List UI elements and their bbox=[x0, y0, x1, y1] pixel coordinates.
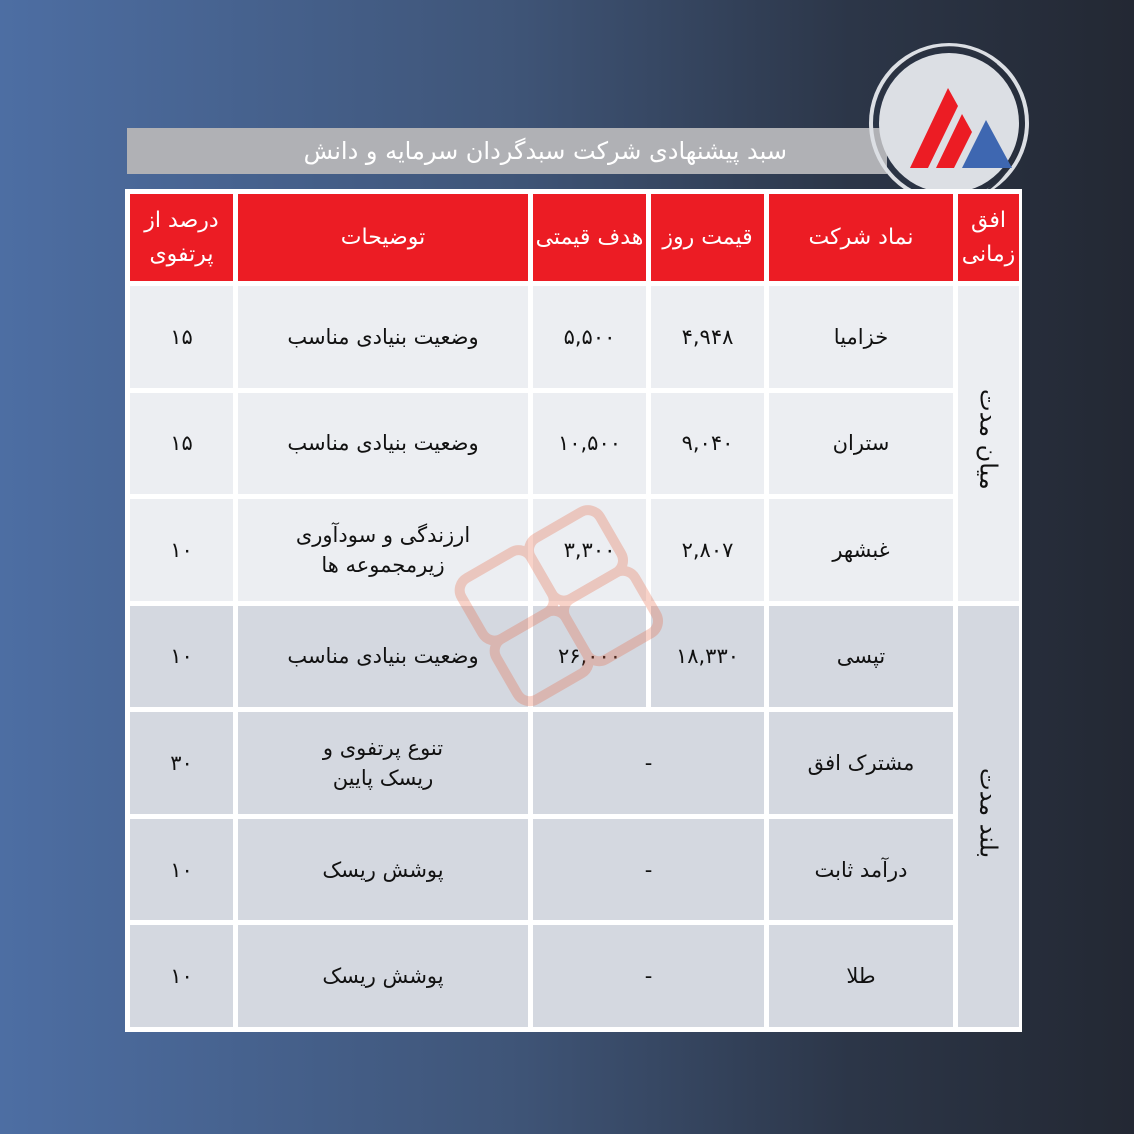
table-row bbox=[130, 499, 1019, 601]
triangle-logo-icon bbox=[866, 40, 1032, 206]
table-row bbox=[130, 286, 1019, 388]
target-cell: ۲۶,۰۰۰ bbox=[533, 606, 646, 708]
table-row bbox=[130, 712, 1019, 814]
description-cell: پوشش ریسک bbox=[238, 925, 528, 1027]
price-target-cell: - bbox=[533, 712, 764, 814]
table-row bbox=[130, 393, 1019, 495]
price-cell: ۲,۸۰۷ bbox=[651, 499, 764, 601]
col-price: قیمت روز bbox=[651, 194, 764, 281]
col-symbol: نماد شرکت bbox=[769, 194, 953, 281]
target-cell: ۵,۵۰۰ bbox=[533, 286, 646, 388]
description-cell: وضعیت بنیادی مناسب bbox=[238, 393, 528, 495]
description-cell: وضعیت بنیادی مناسب bbox=[238, 286, 528, 388]
col-target: هدف قیمتی bbox=[533, 194, 646, 281]
percent-cell: ۳۰ bbox=[130, 712, 233, 814]
description-cell: تنوع پرتفوی و ریسک پایین bbox=[238, 712, 528, 814]
description-cell: وضعیت بنیادی مناسب bbox=[238, 606, 528, 708]
col-percent: درصد از پرتفوی bbox=[130, 194, 233, 281]
target-cell: ۳,۳۰۰ bbox=[533, 499, 646, 601]
price-target-cell: - bbox=[533, 819, 764, 921]
table-row bbox=[130, 819, 1019, 921]
symbol-cell: ستران bbox=[769, 393, 953, 495]
col-horizon: افق زمانی bbox=[958, 194, 1019, 281]
percent-cell: ۱۵ bbox=[130, 286, 233, 388]
symbol-cell: درآمد ثابت bbox=[769, 819, 953, 921]
table-row bbox=[130, 925, 1019, 1027]
symbol-cell: خزامیا bbox=[769, 286, 953, 388]
symbol-cell: مشترک افق bbox=[769, 712, 953, 814]
percent-cell: ۱۰ bbox=[130, 925, 233, 1027]
percent-cell: ۱۰ bbox=[130, 499, 233, 601]
percent-cell: ۱۰ bbox=[130, 819, 233, 921]
col-description: توضیحات bbox=[238, 194, 528, 281]
percent-cell: ۱۵ bbox=[130, 393, 233, 495]
description-cell: پوشش ریسک bbox=[238, 819, 528, 921]
price-cell: ۱۸,۳۳۰ bbox=[651, 606, 764, 708]
table-row bbox=[130, 606, 1019, 708]
group-mid-term: میان مدت bbox=[958, 286, 1019, 601]
symbol-cell: طلا bbox=[769, 925, 953, 1027]
target-cell: ۱۰,۵۰۰ bbox=[533, 393, 646, 495]
group-long-term: بلند مدت bbox=[958, 606, 1019, 1027]
percent-cell: ۱۰ bbox=[130, 606, 233, 708]
price-cell: ۹,۰۴۰ bbox=[651, 393, 764, 495]
symbol-cell: تپسی bbox=[769, 606, 953, 708]
price-target-cell: - bbox=[533, 925, 764, 1027]
page-title: سبد پیشنهادی شرکت سبدگردان سرمایه و دانش bbox=[127, 128, 887, 174]
portfolio-table bbox=[125, 189, 1022, 1032]
symbol-cell: غبشهر bbox=[769, 499, 953, 601]
description-cell: ارزندگی و سودآوری زیرمجموعه ها bbox=[238, 499, 528, 601]
price-cell: ۴,۹۴۸ bbox=[651, 286, 764, 388]
